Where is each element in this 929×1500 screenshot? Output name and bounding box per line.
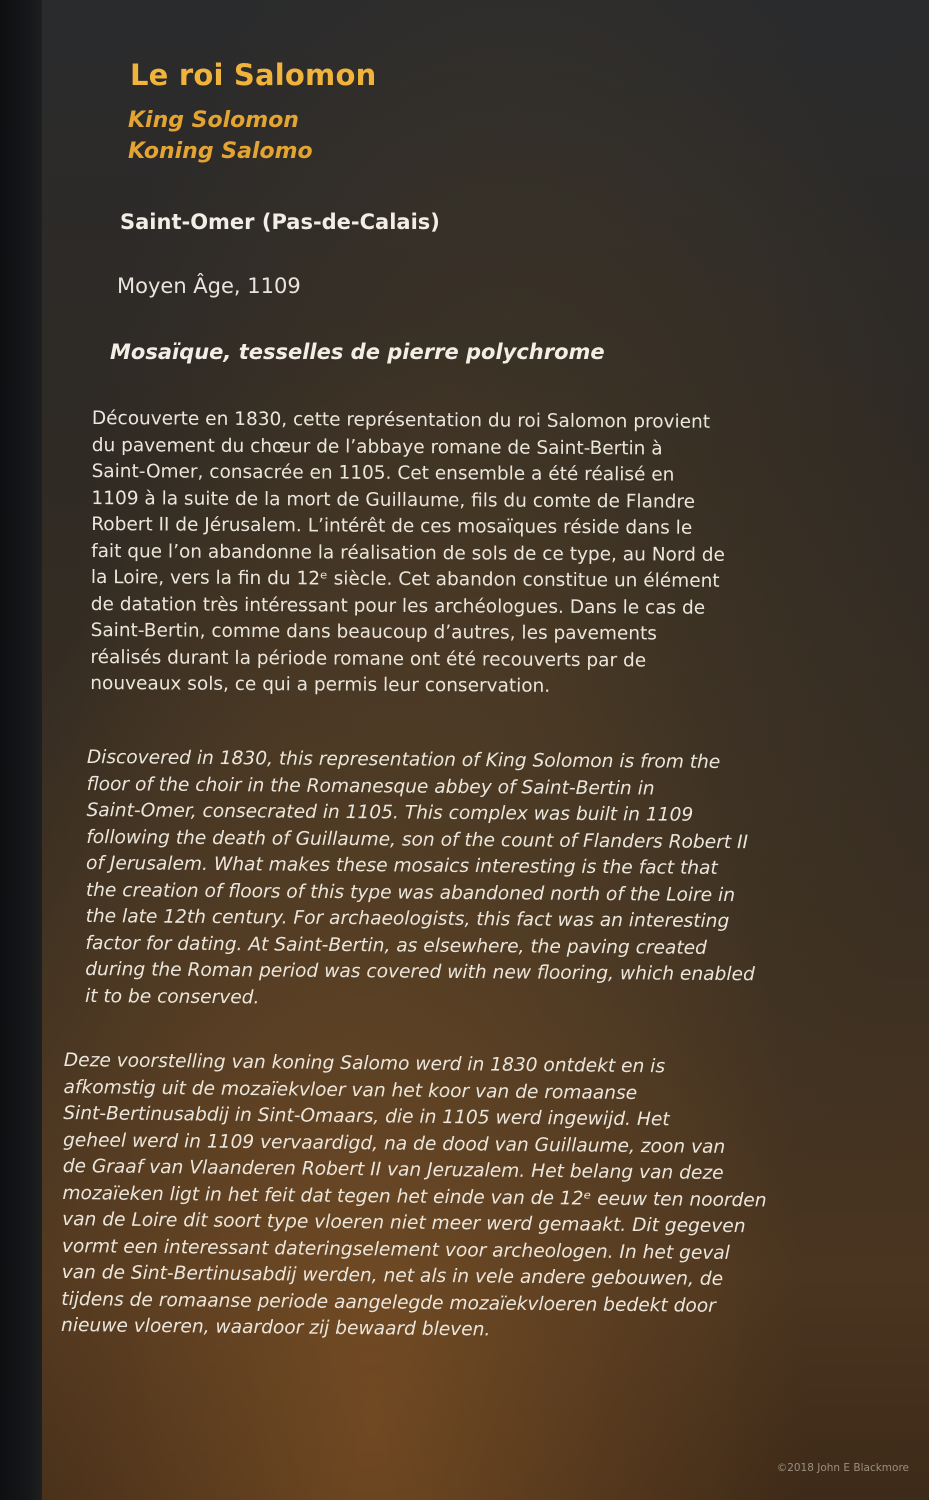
text-line: of Jerusalem. What makes these mosaics interesting is the fact that xyxy=(85,852,718,879)
text-line: the creation of floors of this type was abandoned north of the Loire in xyxy=(85,879,736,906)
description-english xyxy=(85,745,862,1016)
text-line: Robert II de Jérusalem. L’intérêt de ces mosaïques réside dans le xyxy=(91,513,693,539)
text-line: du pavement du chœur de l’abbaye romane de Saint-Bertin à xyxy=(91,434,663,459)
text-line: van de Sint-Bertinusabdij werden, net als in vele andere gebouwen, de xyxy=(61,1261,724,1290)
text-line: tijdens de romaanse periode aangelegde mozaïekvloeren bedekt door xyxy=(61,1288,716,1317)
text-line: geheel werd in 1109 vervaardigd, na de dood van Guillaume, zoon van xyxy=(62,1129,726,1158)
text-line: réalisés durant la période romane ont été recouverts par de xyxy=(90,646,647,671)
text-line: Saint-Omer, consacrée en 1105. Cet ensemble a été réalisé en xyxy=(91,460,675,486)
text-line: 1109 à la suite de la mort de Guillaume, fils du comte de Flandre xyxy=(91,487,696,513)
text-line: nouveaux sols, ce qui a permis leur conservation. xyxy=(90,672,551,697)
label-title-dutch: Koning Salomo xyxy=(128,139,313,164)
label-title: Le roi Salomon xyxy=(130,58,377,92)
label-panel xyxy=(42,0,929,1500)
text-line: fait que l’on abandonne la réalisation de sols de ce type, au Nord de xyxy=(91,540,726,566)
wall-edge xyxy=(0,0,42,1500)
text-line: factor for dating. At Saint-Bertin, as elsewhere, the paving created xyxy=(85,932,707,959)
description-dutch xyxy=(61,1048,859,1348)
photo-credit: ©2018 John E Blackmore xyxy=(776,1462,909,1474)
label-location: Saint-Omer (Pas-de-Calais) xyxy=(120,210,440,234)
text-line: Deze voorstelling van koning Salomo werd in 1830 ontdekt en is xyxy=(63,1049,666,1078)
text-line: Découverte en 1830, cette représentation du roi Salomon provient xyxy=(91,407,711,433)
text-line: it to be conserved. xyxy=(84,985,260,1008)
text-line: Saint-Bertin, comme dans beaucoup d’autres, les pavements xyxy=(90,619,657,645)
description-french xyxy=(90,406,862,702)
text-line: de datation très intéressant pour les archéologues. Dans le cas de xyxy=(90,593,706,619)
text-line: Sint-Bertinusabdij in Sint-Omaars, die in 1105 werd ingewijd. Het xyxy=(63,1102,670,1131)
label-material: Mosaïque, tesselles de pierre polychrome xyxy=(110,340,605,364)
text-line: afkomstig uit de mozaïekvloer van het koor van de romaanse xyxy=(63,1076,638,1104)
text-line: mozaïeken ligt in het feit dat tegen het einde van de 12ᵉ eeuw ten noorden xyxy=(62,1182,767,1211)
label-title-english: King Solomon xyxy=(128,108,299,133)
text-line: Discovered in 1830, this representation of King Solomon is from the xyxy=(86,746,721,773)
label-date: Moyen Âge, 1109 xyxy=(117,274,301,298)
text-line: la Loire, vers la fin du 12ᵉ siècle. Cet abandon constitue un élément xyxy=(90,566,720,592)
text-line: floor of the choir in the Romanesque abbey of Saint-Bertin in xyxy=(86,773,655,799)
text-line: van de Loire dit soort type vloeren niet meer werd gemaakt. Dit gegeven xyxy=(62,1208,746,1238)
text-line: following the death of Guillaume, son of the count of Flanders Robert II xyxy=(86,826,749,853)
text-line: Saint-Omer, consecrated in 1105. This complex was built in 1109 xyxy=(86,799,694,826)
text-line: the late 12th century. For archaeologists, this fact was an interesting xyxy=(85,905,730,933)
text-line: vormt een interessant dateringselement voor archeologen. In het geval xyxy=(61,1235,730,1264)
text-line: de Graaf van Vlaanderen Robert II van Jeruzalem. Het belang van deze xyxy=(62,1155,724,1184)
text-line: during the Roman period was covered with new flooring, which enabled xyxy=(85,958,755,986)
text-line: nieuwe vloeren, waardoor zij bewaard bleven. xyxy=(60,1314,491,1341)
